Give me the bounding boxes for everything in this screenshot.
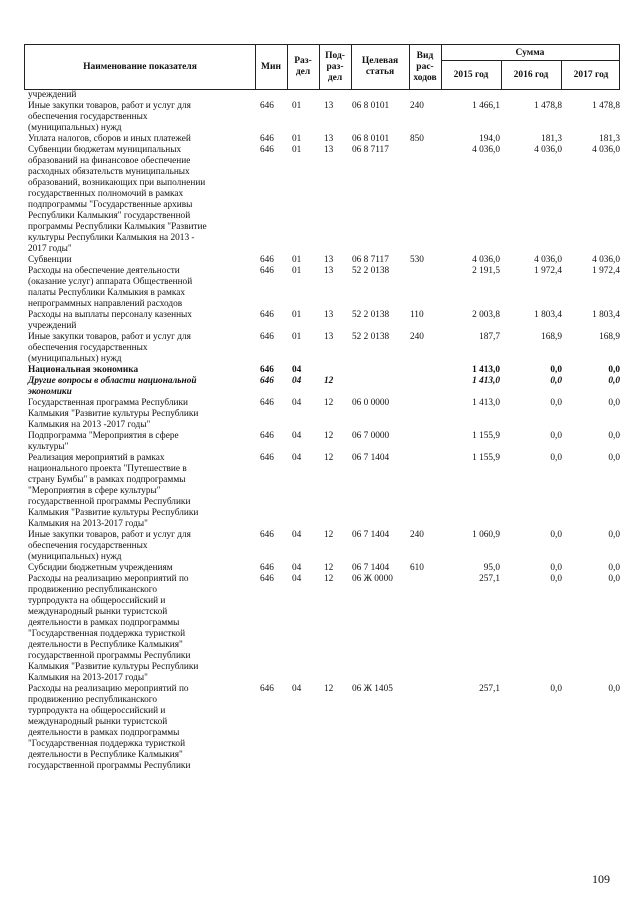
header-summa: Сумма bbox=[441, 45, 619, 61]
row-pod: 13 bbox=[324, 332, 334, 342]
table-row bbox=[24, 563, 620, 574]
row-y2: 0,0 bbox=[550, 563, 562, 573]
row-y2: 1 478,8 bbox=[534, 101, 562, 111]
row-y1: 2 191,5 bbox=[472, 266, 500, 276]
row-raz: 01 bbox=[292, 266, 302, 276]
row-pod: 13 bbox=[324, 266, 334, 276]
row-y2: 0,0 bbox=[550, 453, 562, 463]
row-y3: 0,0 bbox=[608, 574, 620, 584]
row-min: 646 bbox=[260, 310, 274, 320]
page-number: 109 bbox=[592, 872, 610, 886]
row-y2: 4 036,0 bbox=[534, 255, 562, 265]
row-cel: 06 7 1404 bbox=[352, 453, 390, 463]
row-y3: 0,0 bbox=[608, 563, 620, 573]
row-raz: 01 bbox=[292, 134, 302, 144]
row-name: Национальная экономика bbox=[28, 365, 139, 375]
row-y1: 1 155,9 bbox=[472, 453, 500, 463]
row-pod: 12 bbox=[324, 376, 334, 386]
table-row bbox=[24, 453, 620, 530]
row-vid: 240 bbox=[410, 530, 424, 540]
row-pod: 12 bbox=[324, 453, 334, 463]
row-vid: 530 bbox=[410, 255, 424, 265]
row-y1: 194,0 bbox=[479, 134, 500, 144]
row-min: 646 bbox=[260, 453, 274, 463]
row-cel: 06 0 0000 bbox=[352, 398, 390, 408]
table-row bbox=[24, 530, 620, 563]
row-raz: 04 bbox=[292, 376, 302, 386]
row-cel: 52 2 0138 bbox=[352, 266, 390, 276]
row-vid: 850 bbox=[410, 134, 424, 144]
row-pod: 12 bbox=[324, 684, 334, 694]
row-y3: 181,3 bbox=[599, 134, 620, 144]
row-pod: 13 bbox=[324, 134, 334, 144]
row-raz: 01 bbox=[292, 255, 302, 265]
row-y3: 0,0 bbox=[608, 453, 620, 463]
row-name: Иные закупки товаров, работ и услуг для обеспечения государственных (муниципальных) нужд bbox=[28, 332, 191, 364]
header-2017: 2017 год bbox=[573, 69, 609, 80]
row-raz: 01 bbox=[292, 145, 302, 155]
row-cel: 06 8 0101 bbox=[352, 101, 390, 111]
row-y3: 0,0 bbox=[608, 398, 620, 408]
row-cel: 06 7 0000 bbox=[352, 431, 390, 441]
row-name: Расходы на обеспечение деятельности (оказание услуг) аппарата Общественной палаты Республики Калмыкия в рамках непрограммных направлений расходов bbox=[28, 266, 193, 309]
header-razdel: Раз- дел bbox=[287, 45, 320, 89]
row-name: Государственная программа Республики Калмыкия "Развитие культуры Республики Калмыкия на 2013 -2017 годы" bbox=[28, 398, 199, 430]
row-raz: 04 bbox=[292, 365, 302, 375]
row-vid: 110 bbox=[410, 310, 424, 320]
row-y2: 0,0 bbox=[550, 574, 562, 584]
table-row bbox=[24, 266, 620, 310]
row-pod: 12 bbox=[324, 563, 334, 573]
row-y1: 1 413,0 bbox=[472, 376, 500, 386]
row-min: 646 bbox=[260, 255, 274, 265]
row-y1: 1 155,9 bbox=[472, 431, 500, 441]
row-y1: 257,1 bbox=[479, 574, 500, 584]
row-vid: 240 bbox=[410, 332, 424, 342]
row-y2: 0,0 bbox=[550, 398, 562, 408]
row-pod: 12 bbox=[324, 530, 334, 540]
row-y3: 1 478,8 bbox=[592, 101, 620, 111]
row-vid: 240 bbox=[410, 101, 424, 111]
row-y2: 0,0 bbox=[550, 376, 562, 386]
header-celevaya: Целевая статья bbox=[351, 45, 410, 89]
row-raz: 04 bbox=[292, 453, 302, 463]
row-min: 646 bbox=[260, 134, 274, 144]
header-2016: 2016 год bbox=[501, 60, 562, 89]
table-body bbox=[24, 89, 620, 772]
header-name: Наименование показателя bbox=[25, 45, 256, 89]
row-y1: 95,0 bbox=[483, 563, 500, 573]
table-row bbox=[24, 376, 620, 398]
row-cel: 52 2 0138 bbox=[352, 332, 390, 342]
row-y3: 1 972,4 bbox=[592, 266, 620, 276]
row-vid: 610 bbox=[410, 563, 424, 573]
header-2015: 2015 год bbox=[441, 60, 502, 89]
row-cel: 06 Ж 0000 bbox=[352, 574, 393, 584]
row-y2: 0,0 bbox=[550, 530, 562, 540]
row-name: Субвенции bbox=[28, 255, 72, 265]
table-row bbox=[24, 574, 620, 684]
row-cel: 06 8 7117 bbox=[352, 145, 389, 155]
row-raz: 01 bbox=[292, 310, 302, 320]
row-y3: 0,0 bbox=[608, 431, 620, 441]
header-podrazdel: Под- раз- дел bbox=[319, 45, 352, 89]
row-pod: 12 bbox=[324, 398, 334, 408]
row-y3: 0,0 bbox=[608, 530, 620, 540]
row-min: 646 bbox=[260, 332, 274, 342]
row-raz: 04 bbox=[292, 563, 302, 573]
row-y1: 257,1 bbox=[479, 684, 500, 694]
row-min: 646 bbox=[260, 365, 274, 375]
row-cel: 06 8 7117 bbox=[352, 255, 389, 265]
row-y2: 0,0 bbox=[550, 365, 562, 375]
row-cel: 06 8 0101 bbox=[352, 134, 390, 144]
row-min: 646 bbox=[260, 266, 274, 276]
row-y3: 0,0 bbox=[608, 365, 620, 375]
row-cel: 52 2 0138 bbox=[352, 310, 390, 320]
row-y2: 0,0 bbox=[550, 431, 562, 441]
table-row bbox=[24, 101, 620, 134]
table-row bbox=[24, 365, 620, 376]
row-cel: 06 7 1404 bbox=[352, 530, 390, 540]
row-y1: 4 036,0 bbox=[472, 255, 500, 265]
row-y1: 1 413,0 bbox=[472, 398, 500, 408]
header-vid: Вид рас- ходов bbox=[409, 45, 442, 89]
row-min: 646 bbox=[260, 431, 274, 441]
table-header bbox=[24, 44, 620, 89]
row-raz: 04 bbox=[292, 574, 302, 584]
table-row bbox=[24, 255, 620, 266]
row-pod: 13 bbox=[324, 310, 334, 320]
row-raz: 04 bbox=[292, 398, 302, 408]
row-raz: 04 bbox=[292, 684, 302, 694]
row-name: Расходы на реализацию мероприятий по продвижению республиканского турпродукта на общероссийский и международный рынки туристской деятельности в рамках подпрограммы "Государственная поддержка туристкой деятельности в Республике Калмыкия" государственной программы Республики bbox=[28, 684, 191, 771]
row-min: 646 bbox=[260, 145, 274, 155]
row-raz: 04 bbox=[292, 431, 302, 441]
row-raz: 04 bbox=[292, 530, 302, 540]
row-name: Иные закупки товаров, работ и услуг для обеспечения государственных (муниципальных) нужд bbox=[28, 530, 191, 562]
row-min: 646 bbox=[260, 101, 274, 111]
table-row bbox=[24, 145, 620, 255]
row-y2: 4 036,0 bbox=[534, 145, 562, 155]
table-row bbox=[24, 398, 620, 431]
row-y2: 1 803,4 bbox=[534, 310, 562, 320]
row-min: 646 bbox=[260, 574, 274, 584]
row-name: Субсидии бюджетным учреждениям bbox=[28, 563, 173, 573]
row-pod: 13 bbox=[324, 255, 334, 265]
row-pod: 13 bbox=[324, 101, 334, 111]
row-name: Расходы на выплаты персоналу казенных учреждений bbox=[28, 310, 192, 331]
row-min: 646 bbox=[260, 398, 274, 408]
row-name: Расходы на реализацию мероприятий по продвижению республиканского турпродукта на общероссийский и международный рынки туристской деятельности в рамках подпрограммы "Государственная поддержка туристкой деятельности в Республике Калмыкия" государственной программы Республики Калмыкия "Развитие культуры Республики Калмыкия на 2013-2017 годы" bbox=[28, 574, 199, 683]
row-cel: 06 Ж 1405 bbox=[352, 684, 393, 694]
row-name: Субвенции бюджетам муниципальных образований на финансовое обеспечение расходных обязательств муниципальных образований, возникающих при выполнении государственных полномочий в рамках подпрограммы "Государственные архивы Республики Калмыкия" государственной программы Республики Калмыкия "Развитие культуры Республики Калмыкия на 2013 - 2017 годы" bbox=[28, 145, 207, 254]
budget-table bbox=[24, 44, 620, 772]
row-pod: 12 bbox=[324, 431, 334, 441]
table-row bbox=[24, 310, 620, 332]
row-y1: 1 466,1 bbox=[472, 101, 500, 111]
row-y3: 4 036,0 bbox=[592, 145, 620, 155]
row-y1: 187,7 bbox=[479, 332, 500, 342]
row-name: Иные закупки товаров, работ и услуг для обеспечения государственных (муниципальных) нужд bbox=[28, 101, 191, 133]
row-name: Другие вопросы в области национальной экономики bbox=[28, 376, 197, 397]
row-y2: 0,0 bbox=[550, 684, 562, 694]
row-y3: 1 803,4 bbox=[592, 310, 620, 320]
row-name: Уплата налогов, сборов и иных платежей bbox=[28, 134, 191, 144]
row-name: учреждений bbox=[28, 90, 77, 100]
row-y2: 181,3 bbox=[541, 134, 562, 144]
row-y1: 1 413,0 bbox=[472, 365, 500, 375]
row-min: 646 bbox=[260, 684, 274, 694]
row-pod: 12 bbox=[324, 574, 334, 584]
row-y1: 4 036,0 bbox=[472, 145, 500, 155]
row-y3: 4 036,0 bbox=[592, 255, 620, 265]
table-row bbox=[24, 684, 620, 772]
row-name: Подпрограмма "Мероприятия в сфере культуры" bbox=[28, 431, 179, 452]
row-raz: 01 bbox=[292, 332, 302, 342]
table-row bbox=[24, 134, 620, 145]
row-min: 646 bbox=[260, 376, 274, 386]
table-row bbox=[24, 332, 620, 365]
header-min: Мин bbox=[255, 45, 288, 89]
row-name: Реализация мероприятий в рамках национального проекта "Путешествие в страну Бумбы" в рамках подпрограммы "Мероприятия в сфере культуры" государственной программы Республики Калмыкия "Развитие культуры Республики Калмыкия на 2013-2017 годы" bbox=[28, 453, 199, 529]
row-y3: 0,0 bbox=[608, 376, 620, 386]
row-y2: 1 972,4 bbox=[534, 266, 562, 276]
table-row bbox=[24, 431, 620, 453]
row-min: 646 bbox=[260, 530, 274, 540]
row-min: 646 bbox=[260, 563, 274, 573]
row-y3: 168,9 bbox=[599, 332, 620, 342]
row-y1: 1 060,9 bbox=[472, 530, 500, 540]
row-y2: 168,9 bbox=[541, 332, 562, 342]
row-raz: 01 bbox=[292, 101, 302, 111]
table-row bbox=[24, 90, 620, 101]
row-pod: 13 bbox=[324, 145, 334, 155]
row-cel: 06 7 1404 bbox=[352, 563, 390, 573]
row-y3: 0,0 bbox=[608, 684, 620, 694]
row-y1: 2 003,8 bbox=[472, 310, 500, 320]
